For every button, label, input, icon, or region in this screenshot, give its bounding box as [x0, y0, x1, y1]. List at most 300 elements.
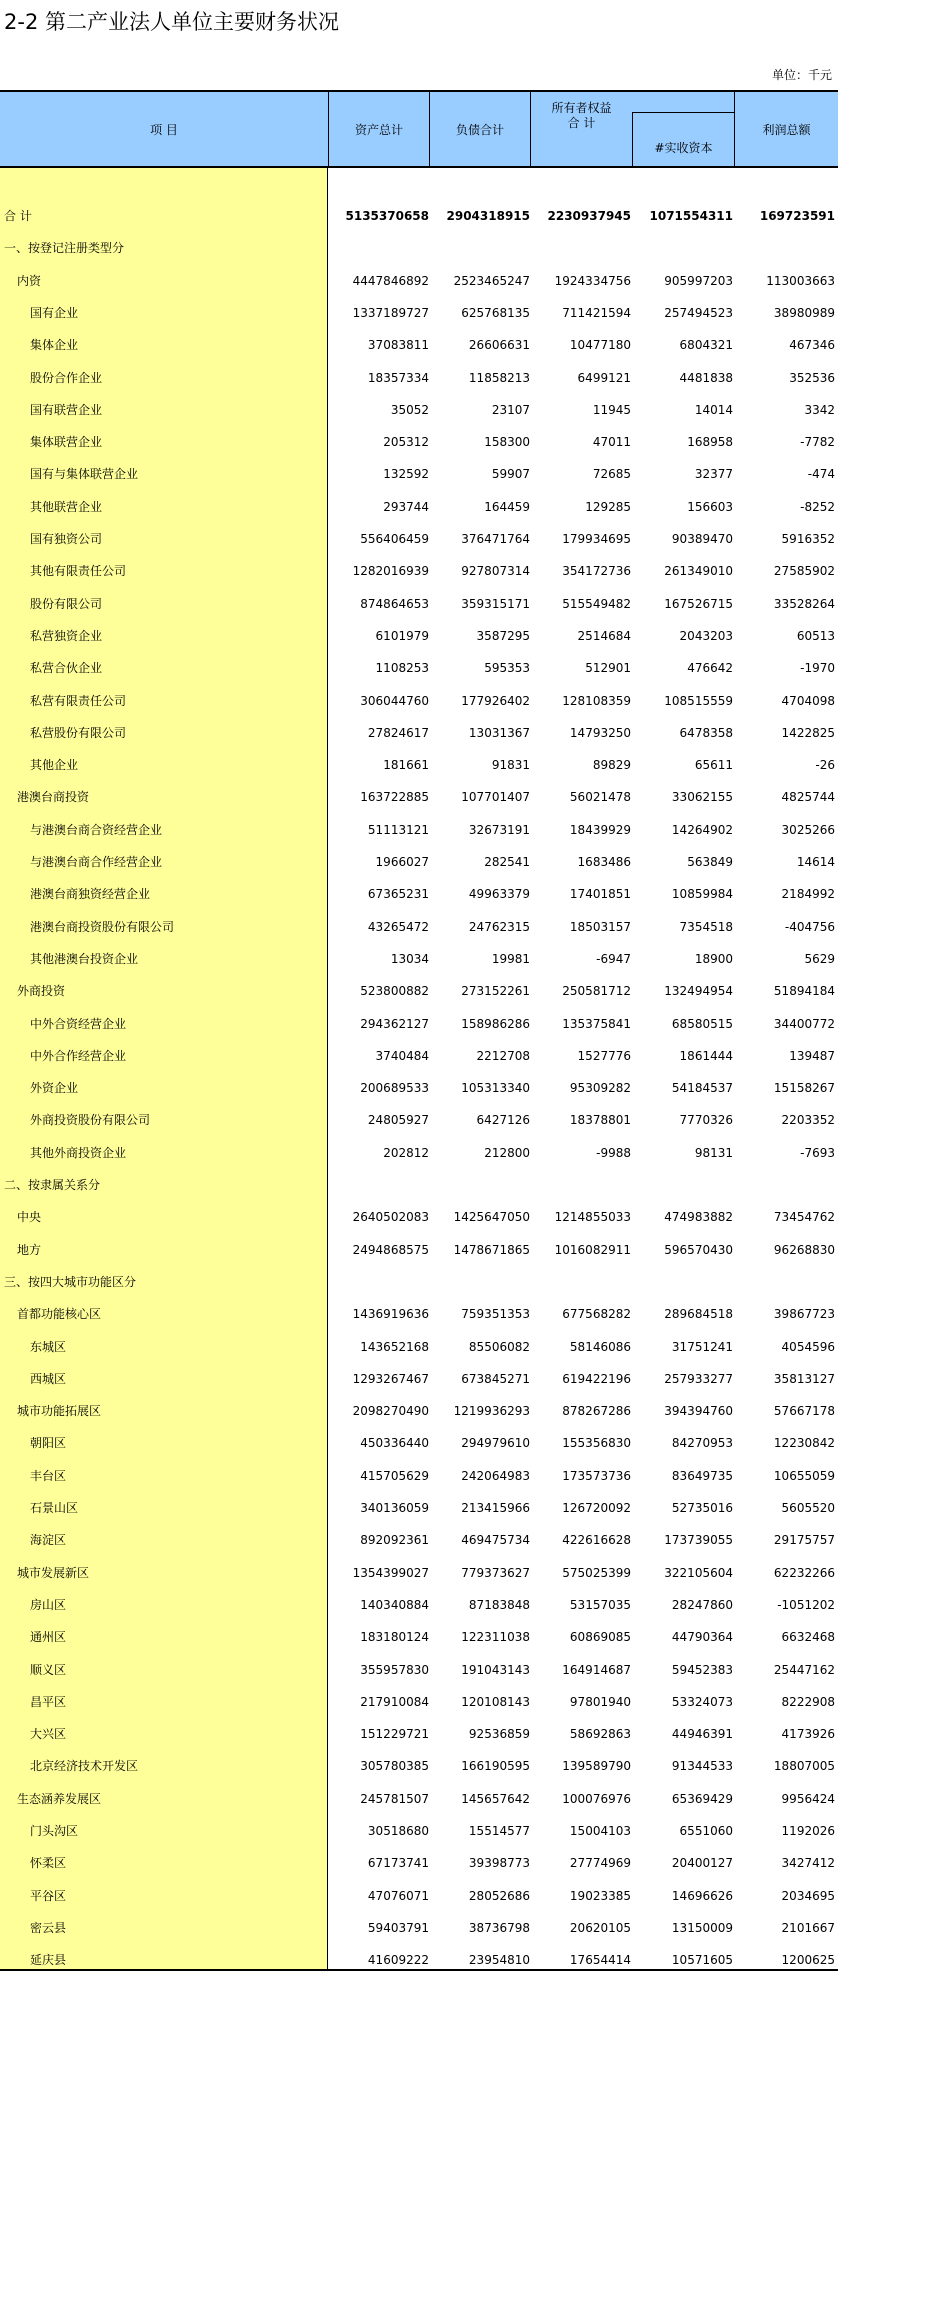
- row-value: 179934695: [562, 532, 631, 546]
- row-value: [329, 1266, 429, 1298]
- header-liabilities: 负债合计: [455, 122, 504, 137]
- header-divider: [734, 92, 735, 166]
- table-row: [0, 1331, 838, 1363]
- row-value: 91831: [491, 758, 530, 773]
- row-value: 14793250: [569, 725, 631, 740]
- row-value: 6101979: [375, 628, 429, 643]
- row-value: 17401851: [569, 887, 631, 902]
- row-value: [735, 1169, 835, 1201]
- row-value: 44790364: [671, 1630, 733, 1645]
- row-label: 合 计: [4, 209, 32, 223]
- row-label: 其他联营企业: [30, 499, 103, 514]
- row-value: 135375841: [562, 1016, 631, 1031]
- row-value: 1966027: [375, 855, 429, 869]
- row-label: 怀柔区: [30, 1856, 67, 1871]
- row-label: 集体联营企业: [30, 435, 103, 450]
- header-divider: [429, 92, 430, 166]
- row-value: 515549482: [562, 596, 631, 611]
- row-value: 126720092: [562, 1501, 631, 1515]
- row-value: 54184537: [671, 1081, 733, 1096]
- row-label: 北京经济技术开发区: [30, 1759, 139, 1774]
- table-row: [0, 426, 838, 458]
- table-row: [0, 588, 838, 620]
- row-label: 石景山区: [30, 1501, 79, 1515]
- row-value: 35813127: [773, 1371, 835, 1386]
- table-row: [0, 555, 838, 587]
- row-label: 中外合作经营企业: [30, 1048, 127, 1063]
- row-value: 25447162: [773, 1662, 835, 1677]
- row-value: 59452383: [671, 1662, 733, 1677]
- row-value: 5629: [804, 951, 835, 966]
- row-value: 181661: [383, 758, 429, 773]
- row-value: 2098270490: [352, 1404, 429, 1419]
- row-value: 1016082911: [554, 1242, 631, 1257]
- row-value: 10477180: [569, 338, 631, 353]
- row-value: 878267286: [562, 1404, 631, 1419]
- row-value: 53157035: [569, 1597, 631, 1612]
- table-row: [0, 1686, 838, 1718]
- row-value: 759351353: [461, 1307, 530, 1322]
- row-value: [531, 1169, 631, 1201]
- row-value: 200689533: [360, 1081, 429, 1096]
- row-value: 158986286: [461, 1016, 530, 1031]
- row-label: 通州区: [30, 1630, 67, 1645]
- row-value: 60513: [796, 628, 835, 643]
- table-row: [0, 1008, 838, 1040]
- row-value: 96268830: [773, 1242, 835, 1257]
- row-value: 512901: [585, 661, 631, 676]
- row-value: [531, 232, 631, 264]
- row-value: 65369429: [671, 1791, 733, 1806]
- row-value: 6551060: [679, 1824, 733, 1838]
- header-divider: [632, 112, 633, 166]
- row-value: 905997203: [664, 273, 733, 288]
- row-value: 15158267: [773, 1081, 835, 1096]
- row-value: 415705629: [360, 1468, 429, 1483]
- row-value: 1924334756: [554, 273, 631, 288]
- row-value: -7782: [800, 435, 835, 450]
- row-value: 156603: [687, 499, 733, 514]
- row-value: 18807005: [773, 1759, 835, 1774]
- row-label: 顺义区: [30, 1662, 67, 1677]
- table-row: [0, 620, 838, 652]
- row-value: 113003663: [766, 273, 835, 288]
- row-value: 2101667: [781, 1920, 835, 1935]
- row-value: -8252: [800, 499, 835, 514]
- table-bottom-border: [0, 1969, 838, 1971]
- row-value: 422616628: [562, 1533, 631, 1548]
- row-value: 28052686: [468, 1888, 530, 1903]
- table-row: [0, 1654, 838, 1686]
- row-value: 38980989: [773, 305, 835, 320]
- row-label: 朝阳区: [30, 1436, 67, 1451]
- row-value: -1970: [800, 661, 835, 676]
- table-row: [0, 1234, 838, 1266]
- row-value: 18378801: [569, 1113, 631, 1128]
- row-value: 261349010: [664, 564, 733, 579]
- table-row: [0, 1104, 838, 1136]
- row-value: [633, 232, 733, 264]
- row-value: 322105604: [664, 1565, 733, 1580]
- row-value: 14614: [796, 855, 835, 869]
- row-label: 内资: [17, 273, 42, 288]
- row-value: -1051202: [777, 1597, 835, 1612]
- row-label: 股份有限公司: [30, 596, 103, 611]
- row-value: 164459: [484, 499, 530, 514]
- header-equity-line1: 所有者权益: [551, 101, 612, 115]
- row-value: 6804321: [679, 338, 733, 353]
- row-value: -404756: [784, 919, 835, 934]
- table-row: [0, 523, 838, 555]
- row-value: 83649735: [671, 1468, 733, 1483]
- row-value: 129285: [585, 499, 631, 514]
- row-value: 575025399: [562, 1565, 631, 1580]
- row-label: 丰台区: [30, 1468, 67, 1483]
- row-value: 27585902: [773, 564, 835, 579]
- row-value: 100076976: [562, 1791, 631, 1806]
- unit-label: 单位：千元: [772, 68, 833, 82]
- row-value: 91344533: [671, 1759, 733, 1774]
- row-value: -6947: [596, 951, 631, 966]
- row-label: 其他有限责任公司: [30, 564, 127, 579]
- row-label: 其他外商投资企业: [30, 1145, 127, 1160]
- row-label: 国有与集体联营企业: [30, 467, 139, 482]
- page-title: 2-2 第二产业法人单位主要财务状况: [4, 10, 339, 34]
- row-label: 地方: [17, 1242, 42, 1257]
- row-label: 二、按隶属关系分: [4, 1178, 101, 1192]
- row-value: [329, 1169, 429, 1201]
- row-value: 29175757: [773, 1533, 835, 1548]
- table-row: [0, 1718, 838, 1750]
- row-label: 中外合资经营企业: [30, 1016, 127, 1031]
- row-value: 1478671865: [453, 1242, 530, 1257]
- row-value: 158300: [484, 435, 530, 450]
- row-value: 340136059: [360, 1501, 429, 1515]
- row-value: 35052: [390, 402, 429, 417]
- row-value: 2230937945: [547, 209, 631, 223]
- table-row: [0, 911, 838, 943]
- row-value: 169723591: [759, 209, 835, 223]
- header-paid-capital: #实收资本: [654, 140, 713, 155]
- row-value: 5135370658: [345, 209, 429, 223]
- row-value: 47011: [592, 435, 631, 450]
- row-value: 155356830: [562, 1436, 631, 1451]
- row-value: -9988: [596, 1145, 631, 1160]
- table-row: [0, 1557, 838, 1589]
- row-value: 14264902: [671, 822, 733, 837]
- row-value: 11945: [592, 402, 631, 417]
- row-value: 1282016939: [352, 564, 429, 579]
- row-value: 18900: [694, 951, 733, 966]
- row-value: 474983882: [664, 1210, 733, 1225]
- table-row: [0, 717, 838, 749]
- row-label: 国有独资公司: [30, 532, 103, 546]
- row-value: 289684518: [664, 1307, 733, 1322]
- table-row: [0, 749, 838, 781]
- row-value: 139487: [789, 1048, 835, 1063]
- row-value: 84270953: [671, 1436, 733, 1451]
- row-label: 与港澳台商合作经营企业: [30, 855, 163, 869]
- table-row: [0, 491, 838, 523]
- row-value: 92536859: [468, 1727, 530, 1742]
- row-value: 619422196: [562, 1371, 631, 1386]
- row-value: 143652168: [360, 1339, 429, 1354]
- row-value: 108515559: [664, 693, 733, 708]
- row-label: 生态涵养发展区: [17, 1791, 102, 1806]
- row-value: 2494868575: [352, 1242, 429, 1257]
- table-row: [0, 1492, 838, 1524]
- row-value: 394394760: [664, 1404, 733, 1419]
- row-value: 4447846892: [352, 273, 429, 288]
- row-value: 19981: [491, 951, 530, 966]
- table-row: [0, 814, 838, 846]
- row-label: 其他企业: [30, 758, 79, 773]
- row-value: 556406459: [360, 532, 429, 546]
- row-value: 173739055: [664, 1533, 733, 1548]
- row-value: 4173926: [781, 1727, 835, 1742]
- row-value: 1422825: [781, 725, 835, 740]
- table-row: [0, 1750, 838, 1782]
- row-label: 港澳台商独资经营企业: [30, 887, 151, 902]
- row-label: 外资企业: [30, 1081, 79, 1096]
- row-value: 87183848: [468, 1597, 530, 1612]
- row-value: 2034695: [781, 1888, 835, 1903]
- row-value: 47076071: [367, 1888, 429, 1903]
- row-value: 95309282: [569, 1081, 631, 1096]
- row-value: 31751241: [671, 1339, 733, 1354]
- row-value: [531, 1266, 631, 1298]
- table-row: [0, 1169, 838, 1201]
- table-row: [0, 1460, 838, 1492]
- row-value: 294979610: [461, 1436, 530, 1451]
- row-value: 205312: [383, 435, 429, 450]
- table-row: [0, 1524, 838, 1556]
- row-value: 120108143: [461, 1694, 530, 1709]
- row-value: 202812: [383, 1145, 429, 1160]
- row-value: 4481838: [679, 370, 733, 385]
- row-value: 1337189727: [352, 305, 429, 320]
- table-row: [0, 878, 838, 910]
- row-value: 874864653: [360, 596, 429, 611]
- row-label: 平谷区: [30, 1888, 67, 1903]
- row-value: 2640502083: [352, 1210, 429, 1225]
- row-value: 139589790: [562, 1759, 631, 1774]
- table-row: [0, 265, 838, 297]
- row-value: [735, 232, 835, 264]
- table-row: [0, 1298, 838, 1330]
- row-value: 191043143: [461, 1662, 530, 1677]
- row-value: 2212708: [476, 1048, 530, 1063]
- row-value: 90389470: [671, 532, 733, 546]
- row-label: 私营独资企业: [30, 628, 103, 643]
- row-value: 57667178: [773, 1404, 835, 1419]
- row-value: 673845271: [461, 1371, 530, 1386]
- row-label: 国有联营企业: [30, 402, 103, 417]
- row-value: 107701407: [461, 790, 530, 805]
- row-value: 20620105: [569, 1920, 631, 1935]
- row-value: 7354518: [679, 919, 733, 934]
- table-row: [0, 329, 838, 361]
- table-row: [0, 1137, 838, 1169]
- row-value: 257933277: [664, 1371, 733, 1386]
- row-value: 6499121: [577, 370, 631, 385]
- table-row: [0, 1589, 838, 1621]
- row-value: 19023385: [569, 1888, 631, 1903]
- row-value: 41609222: [367, 1953, 429, 1968]
- row-value: 33528264: [773, 596, 835, 611]
- row-value: 354172736: [562, 564, 631, 579]
- row-label: 大兴区: [30, 1727, 67, 1742]
- row-value: [735, 1266, 835, 1298]
- row-value: 245781507: [360, 1791, 429, 1806]
- row-value: 2514684: [577, 628, 631, 643]
- row-value: 467346: [789, 338, 835, 353]
- table-row: [0, 394, 838, 426]
- row-value: 213415966: [461, 1501, 530, 1515]
- row-value: 11858213: [468, 370, 530, 385]
- row-value: 20400127: [671, 1856, 733, 1871]
- row-value: 3342: [804, 402, 835, 417]
- row-value: 56021478: [569, 790, 631, 805]
- row-value: 3427412: [781, 1856, 835, 1871]
- row-value: 1425647050: [453, 1210, 530, 1225]
- row-value: 51113121: [367, 822, 429, 837]
- table-row: [0, 975, 838, 1007]
- table-row: [0, 297, 838, 329]
- row-value: 9956424: [781, 1791, 835, 1806]
- row-value: 15514577: [468, 1824, 530, 1838]
- header-subdivider: [632, 112, 734, 113]
- row-value: 305780385: [360, 1759, 429, 1774]
- row-value: 1071554311: [649, 209, 733, 223]
- row-value: 282541: [484, 855, 530, 869]
- row-value: 59403791: [367, 1920, 429, 1935]
- table-row: [0, 1621, 838, 1653]
- table-row: [0, 1201, 838, 1233]
- row-value: 6478358: [679, 725, 733, 740]
- row-value: 1192026: [781, 1824, 835, 1838]
- header-divider: [328, 92, 329, 166]
- row-value: [633, 1266, 733, 1298]
- row-value: 8222908: [781, 1694, 835, 1709]
- row-value: 359315171: [461, 596, 530, 611]
- row-value: 2043203: [679, 628, 733, 643]
- row-value: 67365231: [367, 887, 429, 902]
- table-row: [0, 1395, 838, 1427]
- row-label: 城市功能拓展区: [17, 1404, 102, 1419]
- row-value: 779373627: [461, 1565, 530, 1580]
- table-row: [0, 1912, 838, 1944]
- table-row: [0, 652, 838, 684]
- table-row: [0, 362, 838, 394]
- row-label: 房山区: [30, 1597, 67, 1612]
- row-value: 625768135: [461, 305, 530, 320]
- table-row: [0, 1040, 838, 1072]
- row-value: 14014: [694, 402, 733, 417]
- row-value: 257494523: [664, 305, 733, 320]
- row-value: 163722885: [360, 790, 429, 805]
- row-value: 12230842: [773, 1436, 835, 1451]
- row-value: 122311038: [461, 1630, 530, 1645]
- row-value: 18439929: [569, 822, 631, 837]
- row-value: 3740484: [375, 1048, 429, 1063]
- row-value: 1527776: [577, 1048, 631, 1063]
- row-value: 217910084: [360, 1694, 429, 1709]
- table-row: [0, 1880, 838, 1912]
- row-label: 延庆县: [30, 1953, 67, 1968]
- row-value: [430, 232, 530, 264]
- header-equity-line2: 合 计: [567, 116, 596, 130]
- row-value: 65611: [694, 758, 733, 773]
- row-value: 13150009: [671, 1920, 733, 1935]
- row-value: 293744: [383, 499, 429, 514]
- row-value: 523800882: [360, 984, 429, 999]
- row-value: 73454762: [773, 1210, 835, 1225]
- row-value: 177926402: [461, 693, 530, 708]
- row-label: 三、按四大城市功能区分: [4, 1274, 137, 1289]
- row-value: 27774969: [569, 1856, 631, 1871]
- row-value: 4825744: [781, 790, 835, 805]
- table-header: [0, 90, 838, 168]
- row-value: 6427126: [476, 1113, 530, 1128]
- row-value: 32377: [694, 467, 733, 482]
- table-row: [0, 200, 838, 232]
- row-value: 376471764: [461, 532, 530, 546]
- row-value: [430, 1169, 530, 1201]
- row-value: 273152261: [461, 984, 530, 999]
- row-value: 39398773: [468, 1856, 530, 1871]
- row-value: 34400772: [773, 1016, 835, 1031]
- header-equity: [531, 92, 632, 140]
- row-value: 10655059: [773, 1468, 835, 1483]
- row-value: 5605520: [781, 1501, 835, 1515]
- row-label: 一、按登记注册类型分: [4, 241, 125, 256]
- row-label: 首都功能核心区: [17, 1307, 102, 1322]
- row-value: 4704098: [781, 693, 835, 708]
- table-row: [0, 1783, 838, 1815]
- row-value: 173573736: [562, 1468, 631, 1483]
- row-label: 港澳台商投资股份有限公司: [30, 919, 175, 934]
- row-value: 306044760: [360, 693, 429, 708]
- row-value: 164914687: [562, 1662, 631, 1677]
- row-value: 3587295: [476, 628, 530, 643]
- row-value: 33062155: [671, 790, 733, 805]
- row-value: 140340884: [360, 1597, 429, 1612]
- row-value: 892092361: [360, 1533, 429, 1548]
- header-item: 项 目: [150, 122, 178, 137]
- row-value: 145657642: [461, 1791, 530, 1806]
- row-label: 集体企业: [30, 338, 79, 353]
- row-label: 股份合作企业: [30, 370, 103, 385]
- row-value: 476642: [687, 661, 733, 676]
- row-value: 294362127: [360, 1016, 429, 1031]
- row-label: 港澳台商投资: [17, 790, 90, 805]
- row-label: 私营合伙企业: [30, 661, 103, 676]
- row-value: -7693: [800, 1145, 835, 1160]
- table-row: [0, 943, 838, 975]
- row-value: 1108253: [375, 661, 429, 676]
- row-value: 166190595: [461, 1759, 530, 1774]
- row-value: 23954810: [468, 1953, 530, 1968]
- row-value: 10571605: [671, 1953, 733, 1968]
- row-value: 168958: [687, 435, 733, 450]
- row-value: 24805927: [367, 1113, 429, 1128]
- row-label: 西城区: [30, 1371, 67, 1386]
- row-value: 352536: [789, 370, 835, 385]
- row-value: 927807314: [461, 564, 530, 579]
- row-value: 17654414: [569, 1953, 631, 1968]
- row-value: 2904318915: [446, 209, 530, 223]
